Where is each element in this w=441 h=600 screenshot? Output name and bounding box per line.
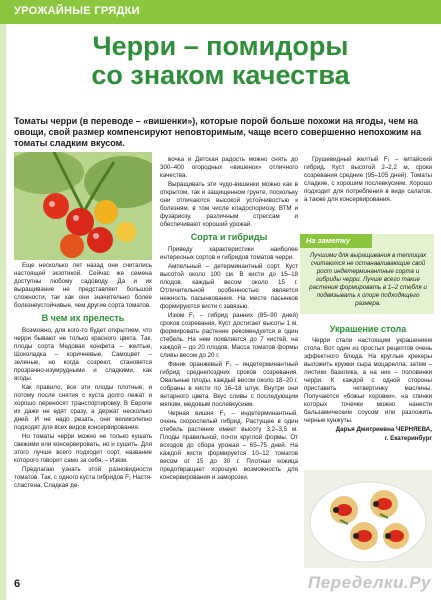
section-heading-varieties: Сорта и гибриды xyxy=(190,232,268,242)
col1-intro: Еще несколько лет назад они считались настоящей экзотикой. Сейчас же семена доступны любому садоводу. Да и их выращивание не представляет большой сложности, так как они значительно более болезнеустойчивые, чем другие сорта томатов. xyxy=(14,262,152,309)
author-city: г. Екатеринбург xyxy=(384,435,432,442)
col2-paragraph: вочка и Детская радость можно снять до 300–400 огородных «вишенок» отличного качества. xyxy=(160,156,298,179)
tomato-illustration xyxy=(14,152,152,260)
col2-paragraph: Приведу характеристики наиболее интересных сортов и гибридов томатов черри. xyxy=(160,246,298,261)
note-tab: На заметку xyxy=(300,234,372,248)
column-3 xyxy=(304,156,432,205)
page-number: 6 xyxy=(14,578,21,590)
title-line-2: со знаком качества xyxy=(91,60,350,90)
category-label: УРОЖАЙНЫЕ ГРЯДКИ xyxy=(14,5,140,17)
section-heading-charm: В чем их прелесть xyxy=(41,313,125,323)
canape-illustration xyxy=(304,470,432,568)
decor-paragraph: Черри стали настоящим украшением стола. Вот один из простых рецептов очень эффектного блюда. На круглые крекеры выложить кружки сыра моцарелла, затем – листики базилика, а на них – половинки черри. К каждой с одной стороны приставить четвертинку маслины. Получаются «божьи коровки», на спинки которых точечки можно нанести бальзамическим соусом или разложить черные кунжуты. xyxy=(304,337,432,424)
side-band xyxy=(0,24,6,600)
ladybug-canape-photo xyxy=(304,470,432,568)
column-3-decor xyxy=(304,337,432,444)
col2-paragraph: Выращивать эти чудо-вишенки можно как в открытом, так и защищенном грунте, поскольку они отличаются высокой устойчивостью к болезням, в том числе кладоспориозу, ВТМ и фузариозу, различным стрессам и обеспечивают хороший урожай. xyxy=(160,181,298,228)
col2-paragraph: Черная вишня F₁ – индетерминантный, очень скороспелый гибрид. Растущее в один стебель растение имеет высоту 3,2–3,5 м. Плоды правильной, почти круглой формы. От всходов до сбора урожая – 65–75 дней. На каждой кисти формируется 10–12 томатов весом от 15 до 30 г. Плотная кожица предотвращает хорошую возможность для консервирования и заморозки. xyxy=(160,410,298,481)
col1-paragraph: Предлагаю узнать этой разновидности томатов. Так, с одного куста гибридов F₁ Настя-сластена, Сладкая де- xyxy=(14,466,152,489)
col2-paragraph: Изюм F₁ – гибрид ранних (85–90 дней) сроков созревания. Куст достигает высоты 1 м, формировать растение рекомендуется в один стебель. На нем появляется до 7 кистей, на каждой – до 20 плодов. Масса томатов формы сливы весом до 20 г. xyxy=(160,312,298,359)
column-1 xyxy=(14,262,152,491)
category-bar xyxy=(0,0,441,24)
article-title xyxy=(0,32,441,90)
lead-paragraph: Томаты черри (в переводе – «вишенки»), которые порой больше похожи на ягоды, чем на овощи, свой размер компенсируют неповторимым, чаще всего совершенно непохожим на томаты сладким вкусом. xyxy=(14,116,422,148)
title-line-1: Черри – помидоры xyxy=(92,31,349,61)
note-box xyxy=(300,234,434,314)
site-watermark: Переделки.Ру xyxy=(308,573,431,592)
section-heading-table-decor: Украшение стола xyxy=(329,324,407,334)
col2-paragraph: Финик оранжевый F₁ – индетерминантный гибрид среднепоздних сроков созревания. Овальные плоды, каждый весом около 18–20 г, собраны в кисти по 16–18 штук. Внутри они янтарного цвета. Вкус сливы с последующим мягким, медовым послевкусием. xyxy=(160,361,298,408)
column-2 xyxy=(160,156,298,483)
author-name: Дарья Дмитриевна ЧЕРНЯЕВА, xyxy=(335,426,432,433)
note-text: Лучшими для выращивания в теплицах считаются не останавливающие свой рост индетерминантные сорта и гибриды черри. Лучше всего такие растения формировать в 1–2 стебля и подвязывать к опоре подходящего размера. xyxy=(309,252,427,307)
col3-paragraph: Грушевидный желтый F₁ – китайский гибрид. Куст высотой 2–2,2 м, сроки созревания средние (95–105 дней). Томаты сладкие, с хорошим послевкусием. Хорошо подходит для потребления в виде салатов, а также для консервирования. xyxy=(304,156,432,203)
tomato-photo xyxy=(14,152,152,260)
col1-paragraph: Как правило, все эти плоды плотные, и потому после снятия с куста долго лежат и хорошо переносят транспортировку. В Европе их даже не едят сразу, а держат несколько дней. И не надо резать, они великолепно подходят для всех видов консервирования. xyxy=(14,384,152,431)
col1-paragraph: Возможно, для кого-то будет открытием, что черри бывают не только красного цвета. Так, плоды сорта Медовая конфета – желтые, Шоколадка – коричневые, Самоцвет – зеленые, но когда созреют, становятся прозрачно-изумрудными и сладкими, как ягоды. xyxy=(14,327,152,382)
col1-paragraph: Но томаты черри можно не только кушать свежими или консервировать, но и сушить. Для этого лучше всего подходит сорт, название которого говорит само за себя, – Изюм. xyxy=(14,433,152,464)
col2-paragraph: Ампельный – детерминантный сорт. Куст высотой около 100 см. В кисти до 15–18 плодов, каждый весом около 15 г. Отличительной особенностью является нежность пасынкования. На месте пасынков формируются кисти с завязью. xyxy=(160,263,298,310)
